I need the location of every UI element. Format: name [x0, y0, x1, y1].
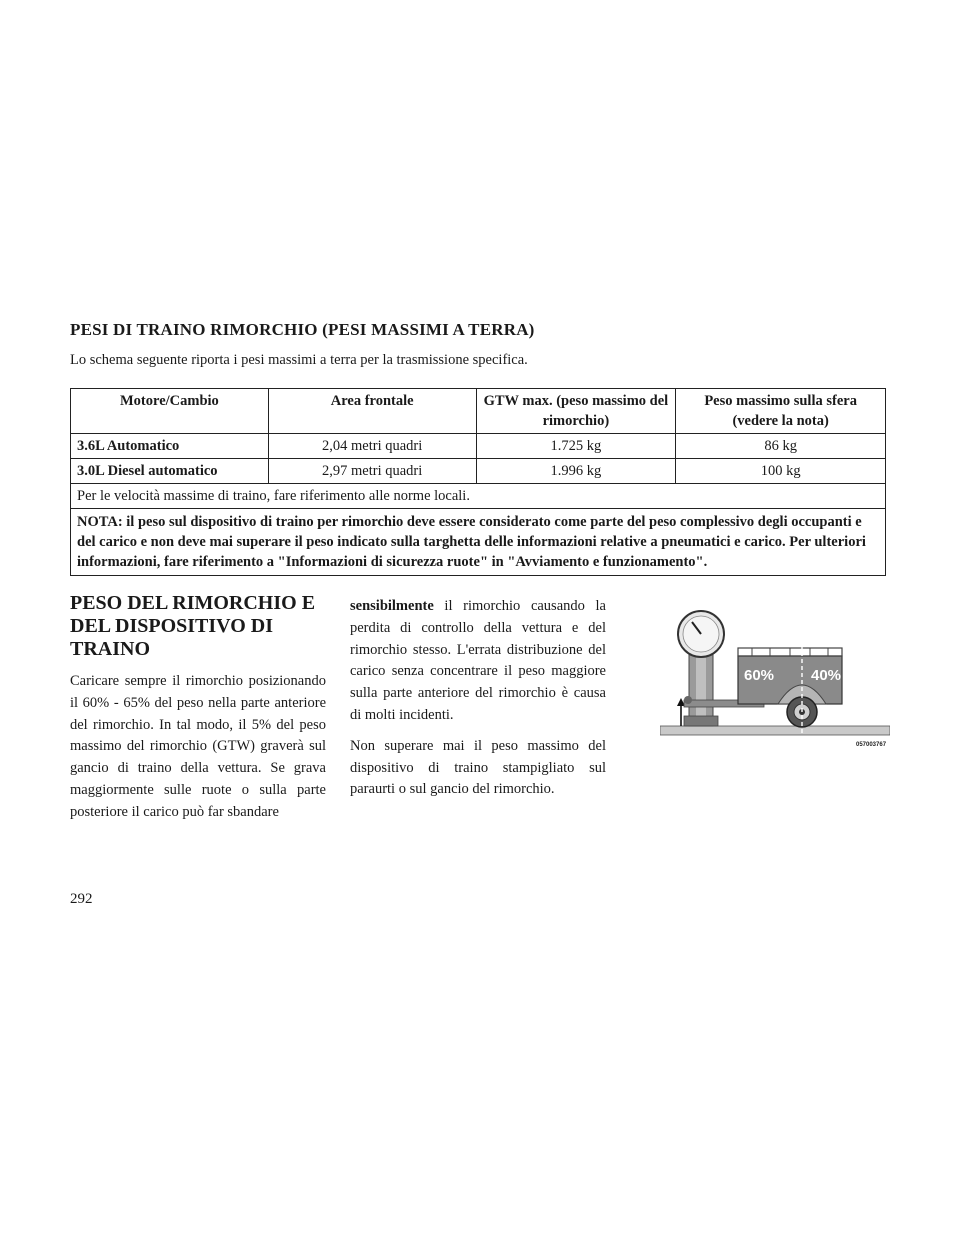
cell-gtw: 1.996 kg	[476, 459, 676, 484]
header-frontal-area: Area frontale	[268, 389, 476, 434]
continued-text: il rimorchio causando la perdita di controllo della vettura e del rimorchio stesso. L'errata distribuzione del carico senza concentrare il peso maggiore sulla parte anteriore del rimorchio è causa di molti incidenti.	[350, 598, 606, 723]
speed-footnote: Per le velocità massime di traino, fare riferimento alle norme locali.	[71, 484, 886, 509]
table-row	[71, 459, 886, 484]
figure-code: 057003767	[856, 742, 887, 748]
table-footer-row	[71, 484, 886, 509]
article-column-left	[70, 592, 326, 824]
section-title: PESI DI TRAINO RIMORCHIO (PESI MASSIMI A TERRA)	[70, 320, 535, 339]
front-weight-label: 60%	[744, 667, 775, 684]
article-paragraph-2: Non superare mai il peso massimo del dispositivo di traino stampigliato sul paraurti o sul gancio del rimorchio.	[350, 737, 606, 798]
towing-weights-table	[70, 388, 886, 576]
header-gtw: GTW max. (peso massimo del rimorchio)	[476, 389, 676, 434]
article-heading: PESO DEL RIMORCHIO E DEL DISPOSITIVO DI TRAINO	[70, 592, 316, 660]
cell-engine: 3.0L Diesel automatico	[71, 459, 269, 484]
article-paragraph-1-continued	[350, 596, 606, 727]
cell-engine: 3.6L Automatico	[71, 434, 269, 459]
emphasis-text: sensibilmente	[350, 598, 434, 614]
note-text: NOTA: il peso sul dispositivo di traino per rimorchio deve essere considerato come parte del peso complessivo degli occupanti e del carico e non deve mai superare il peso indicato sulla targhetta delle informazioni relative a pneumatici e carico. Per ulteriori informazioni, fare riferimento a "Informazioni di sicurezza ruote" in "Avviamento e funzionamento".	[71, 509, 886, 576]
header-engine: Motore/Cambio	[71, 389, 269, 434]
intro-text: Lo schema seguente riporta i pesi massimi a terra per la trasmissione specifica.	[70, 352, 528, 368]
table-note-row	[71, 509, 886, 576]
cell-tongue-weight: 86 kg	[676, 434, 886, 459]
cell-frontal-area: 2,04 metri quadri	[268, 434, 476, 459]
header-tongue-weight: Peso massimo sulla sfera (vedere la nota)	[676, 389, 886, 434]
cell-tongue-weight: 100 kg	[676, 459, 886, 484]
page-number: 292	[70, 891, 93, 907]
article-paragraph-1: Caricare sempre il rimorchio posizionando il 60% - 65% del peso nella parte anteriore del rimorchio. In tal modo, il 5% del peso massimo del rimorchio (GTW) graverà sul gancio di traino della vettura. Se grava maggiormente sulle ruote o sulla parte posteriore il carico può far sbandare	[70, 673, 326, 820]
trailer-weight-illustration	[660, 608, 890, 750]
rear-weight-label: 40%	[811, 667, 842, 684]
cell-frontal-area: 2,97 metri quadri	[268, 459, 476, 484]
table-row	[71, 434, 886, 459]
table-header-row	[71, 389, 886, 434]
cell-gtw: 1.725 kg	[476, 434, 676, 459]
trailer-scale-diagram	[660, 608, 890, 750]
article-column-right	[350, 596, 606, 801]
